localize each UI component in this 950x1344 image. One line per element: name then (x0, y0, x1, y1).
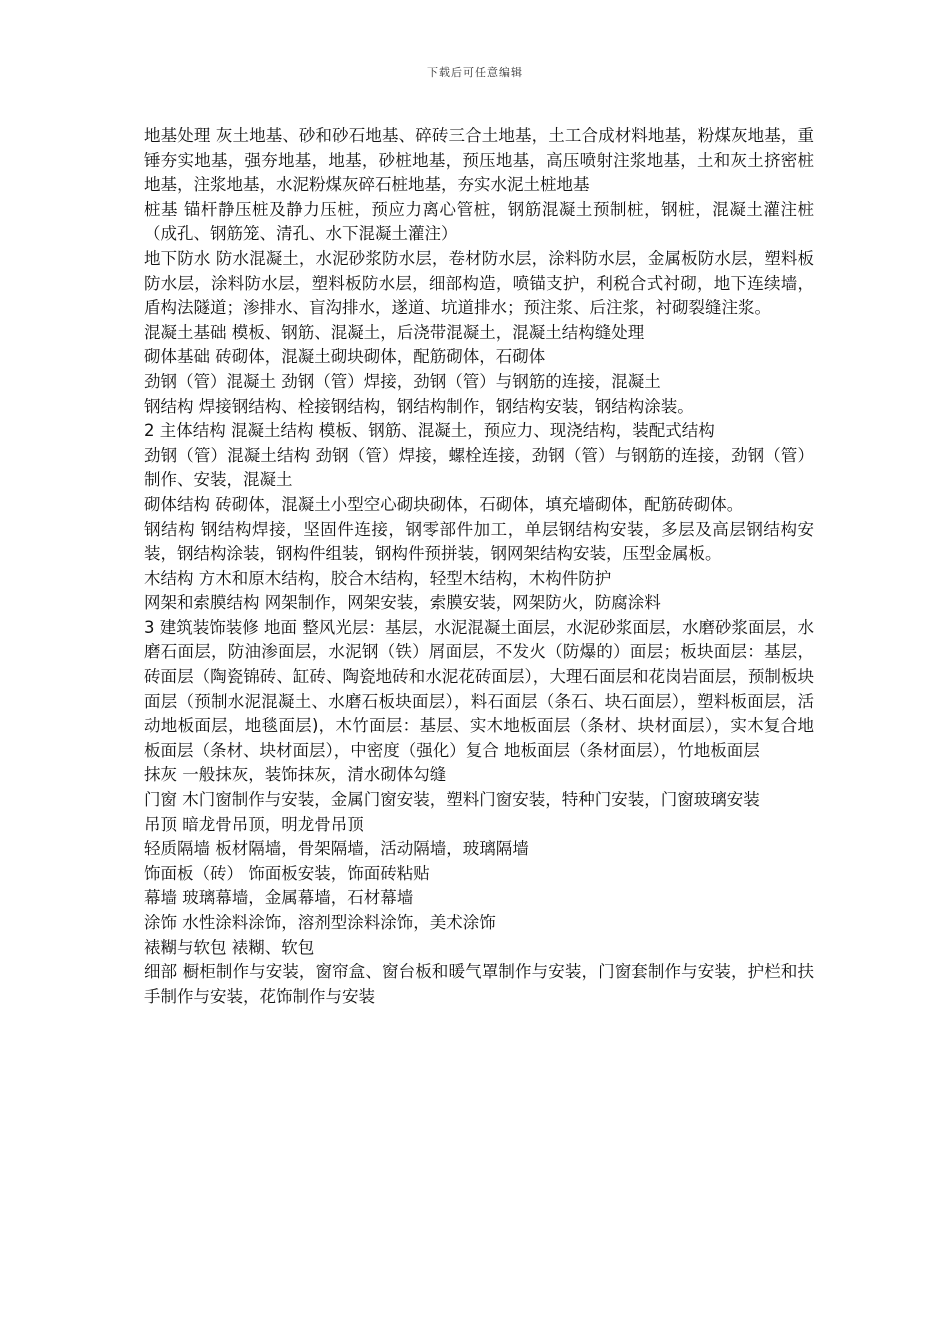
document-body (144, 124, 814, 1009)
paragraph-steel-tube-concrete: 劲钢（管）混凝土 劲钢（管）焊接，劲钢（管）与钢筋的连接，混凝土 (144, 371, 661, 391)
paragraph-space-frame-membrane: 网架和索膜结构 网架制作，网架安装，索膜安装，网架防火，防腐涂料 (144, 593, 661, 613)
paragraph-foundation-treatment: 地基处理 灰土地基、砂和砂石地基、碎砖三合土地基，土工合成材料地基，粉煤灰地基，重锤夯实地基，强夯地基，地基，砂桩地基，预压地基，高压喷射注浆地基，土和灰土挤密桩地基，注浆地基，水泥粉煤灰碎石桩地基，夯实水泥土桩地基 (144, 126, 814, 195)
paragraph-main-structure-concrete: 2 主体结构 混凝土结构 模板、钢筋、混凝土，预应力、现浇结构，装配式结构 (144, 421, 715, 441)
paragraph-wallpaper-soft-pack: 裱糊与软包 裱糊、软包 (144, 937, 315, 957)
paragraph-masonry-foundation: 砌体基础 砖砌体，混凝土砌块砌体，配筋砌体，石砌体 (144, 347, 546, 367)
paragraph-pile-foundation: 桩基 锚杆静压桩及静力压桩，预应力离心管桩，钢筋混凝土预制桩，钢桩，混凝土灌注桩（成孔、钢筋笼、清孔、水下混凝土灌注） (144, 199, 814, 244)
paragraph-concrete-foundation: 混凝土基础 模板、钢筋、混凝土，后浇带混凝土，混凝土结构缝处理 (144, 322, 645, 342)
paragraph-coating: 涂饰 水性涂料涂饰，溶剂型涂料涂饰，美术涂饰 (144, 913, 496, 932)
paragraph-detail-work: 细部 橱柜制作与安装，窗帘盒、窗台板和暖气罩制作与安装，门窗套制作与安装，护栏和扶手制作与安装，花饰制作与安装 (144, 962, 814, 1006)
paragraph-steel-structure: 钢结构 钢结构焊接，坚固件连接，钢零部件加工，单层钢结构安装，多层及高层钢结构安装，钢结构涂装，钢构件组装，钢构件预拼装，钢网架结构安装，压型金属板。 (144, 519, 814, 564)
paragraph-doors-windows: 门窗 木门窗制作与安装，金属门窗安装，塑料门窗安装，特种门安装，门窗玻璃安装 (144, 790, 760, 810)
paragraph-facing-panels: 饰面板（砖） 饰面板安装，饰面砖粘贴 (144, 863, 430, 883)
paragraph-curtain-wall: 幕墙 玻璃幕墙，金属幕墙，石材幕墙 (144, 888, 414, 908)
paragraph-partition-wall: 轻质隔墙 板材隔墙，骨架隔墙，活动隔墙，玻璃隔墙 (144, 839, 529, 859)
page-header: 下载后可任意编辑 (427, 66, 523, 79)
paragraph-plastering: 抹灰 一般抹灰，装饰抹灰，清水砌体勾缝 (144, 765, 447, 785)
paragraph-masonry-structure: 砌体结构 砖砌体，混凝土小型空心砌块砌体，石砌体，填充墙砌体，配筋砖砌体。 (144, 494, 744, 514)
paragraph-steel-structure-foundation: 钢结构 焊接钢结构、栓接钢结构，钢结构制作，钢结构安装，钢结构涂装。 (144, 396, 694, 416)
paragraph-underground-waterproofing: 地下防水 防水混凝土，水泥砂浆防水层，卷材防水层，涂料防水层，金属板防水层，塑料板防水层，涂料防水层，塑料板防水层，细部构造，喷锚支护，利税合式衬砌，地下连续墙，盾构法隧道；渗排水、盲沟排水，遂道、坑道排水；预注浆、后注浆，衬砌裂缝注浆。 (144, 248, 814, 318)
paragraph-ceiling: 吊顶 暗龙骨吊顶，明龙骨吊顶 (144, 814, 364, 834)
paragraph-decoration-floor: 3 建筑装饰装修 地面 整风光层：基层，水泥混凝土面层，水泥砂浆面层，水磨砂浆面层，水磨石面层，防油渗面层，水泥钢（铁）屑面层，不发火（防爆的）面层；板块面层：基层，砖面层（陶瓷锦砖、缸砖、陶瓷地砖和水泥花砖面层），大理石面层和花岗岩面层，预制板块面层（预制水泥混凝土、水磨石板块面层），料石面层（条石、块石面层），塑料板面层，活动地板面层，地毯面层)，木竹面层：基层、实木地板面层（条材、块材面层），实木复合地板面层（条材、块材面层），中密度（强化）复合 地板面层（条材面层），竹地板面层 (144, 617, 814, 760)
paragraph-steel-tube-concrete-structure: 劲钢（管）混凝土结构 劲钢（管）焊接，螺栓连接，劲钢（管）与钢筋的连接，劲钢（管）制作、安装，混凝土 (144, 445, 814, 490)
paragraph-timber-structure: 木结构 方木和原木结构，胶合木结构，轻型木结构，木构件防护 (144, 568, 612, 588)
